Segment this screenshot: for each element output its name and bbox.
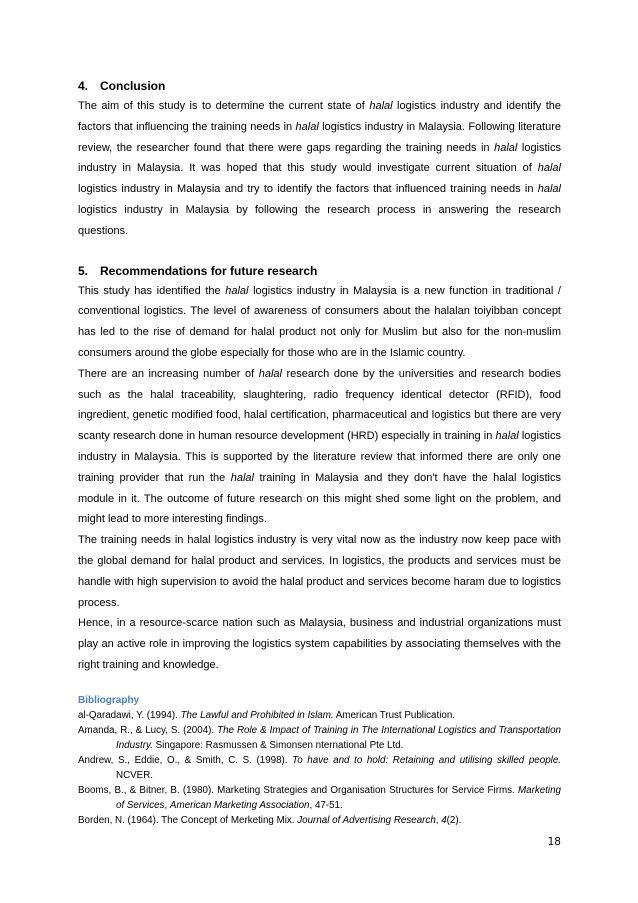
bibliography-entry bbox=[78, 783, 561, 813]
text-run: Amanda, R., & Lucy, S. (2004). bbox=[78, 724, 218, 736]
text-run: research done by the universities and research bodies such as the halal traceability, slaughtering, radio frequency identical detector (RFID), food ingredient, genetic modified food, halal certification, pharmaceutical and logistics but there are very scanty research done in human resource development (HRD) especially in training in bbox=[78, 367, 561, 443]
text-run: logistics industry in Malaysia and try to identify the factors that influenced training needs in bbox=[78, 183, 538, 196]
conclusion-paragraph bbox=[78, 96, 561, 242]
text-run: logistics industry in Malaysia. It was hoped that this study would investigate current situation of bbox=[78, 141, 562, 175]
recommendations-paragraph bbox=[78, 281, 561, 364]
bibliography-entry bbox=[78, 708, 561, 723]
section-title: Conclusion bbox=[100, 79, 166, 93]
recommendations-paragraph bbox=[78, 530, 561, 613]
italic-text: American Marketing Association bbox=[169, 799, 310, 811]
text-run: al-Qaradawi, Y. (1994). bbox=[78, 709, 181, 721]
text-run: Andrew, S., Eddie, O., & Smith, C. S. (1998). bbox=[78, 754, 293, 766]
text-run: logistics industry in Malaysia. Following literature review, the researcher found that there were gaps regarding the training needs in bbox=[78, 120, 561, 154]
text-run: , bbox=[435, 814, 442, 826]
bibliography-title: Bibliography bbox=[78, 694, 140, 706]
italic-text: halal bbox=[295, 120, 319, 133]
page-number: 18 bbox=[547, 836, 561, 848]
italic-text: 4 bbox=[441, 814, 447, 826]
text-run: The training needs in halal logistics industry is very vital now as the industry now keep pace with the global demand for halal product and services. In logistics, the products and services must be handle with high supervision to avoid the halal product and services become haram due to logistics process. bbox=[78, 534, 561, 609]
text-run: NCVER. bbox=[116, 769, 154, 781]
text-run: American Trust Publication. bbox=[333, 709, 456, 721]
italic-text: halal bbox=[230, 471, 254, 484]
section-number: 5. bbox=[78, 263, 89, 278]
text-run: Booms, B., & Bitner, B. (1980). Marketing Strategies and Organisation Structures for Service Firms. bbox=[78, 784, 518, 796]
text-run: logistics industry in Malaysia. This is supported by the literature review that informed there are only one training provider that run the bbox=[78, 430, 561, 484]
text-run: The aim of this study is to determine the current state of bbox=[78, 100, 370, 112]
section-heading bbox=[78, 261, 561, 281]
italic-text: Marketing of Services bbox=[116, 784, 561, 811]
italic-text: halal bbox=[369, 100, 393, 112]
recommendations-paragraph bbox=[78, 613, 561, 675]
text-run: logistics industry and identify the factors that influencing the training needs in bbox=[78, 100, 561, 133]
section-title: Recommendations for future research bbox=[100, 263, 318, 278]
bibliography bbox=[78, 694, 561, 828]
section-number: 4. bbox=[78, 79, 89, 93]
italic-text: halal bbox=[258, 367, 282, 380]
italic-text: The Lawful and Prohibited in Islam. bbox=[180, 709, 334, 721]
text-run: , bbox=[164, 799, 170, 811]
italic-text: Journal of Advertising Research bbox=[297, 814, 436, 826]
page-content bbox=[78, 76, 561, 828]
bibliography-entry bbox=[78, 813, 561, 828]
text-run: training in Malaysia and they don't have the halal logistics module in it. The outcome of future research on this might shed some light on the problem, and might lead to more interesting findings. bbox=[78, 471, 561, 526]
text-run: logistics industry in Malaysia by following the research process in answering the research questions. bbox=[78, 203, 561, 237]
italic-text: halal bbox=[537, 162, 561, 175]
text-run: (2). bbox=[446, 814, 462, 826]
text-run: This study has identified the bbox=[78, 284, 226, 297]
text-run: Borden, N. (1964). The Concept of Merketing Mix. bbox=[78, 814, 298, 826]
italic-text: halal bbox=[225, 284, 249, 297]
text-run: Singapore: Rasmussen & Simonsen nternational Pte Ltd. bbox=[152, 739, 404, 751]
recommendations-paragraph bbox=[78, 364, 561, 530]
section-conclusion bbox=[78, 76, 561, 242]
bibliography-entry bbox=[78, 723, 561, 753]
text-run: logistics industry in Malaysia is a new function in traditional / conventional logistics. The level of awareness of consumers about the halalan toiyibban concept has led to the rise of demand for halal product not only for Muslim but also for the non-muslim consumers around the globe especially for those who are in the Islamic country. bbox=[78, 284, 561, 359]
text-run: , 47-51. bbox=[309, 799, 343, 811]
text-run: Hence, in a resource-scarce nation such as Malaysia, business and industrial organizations must play an active role in improving the logistics system capabilities by associating themselves with the right training and knowledge. bbox=[78, 617, 561, 671]
section-recommendations bbox=[78, 261, 561, 676]
italic-text: To have and to hold: Retaining and utilising skilled people. bbox=[292, 754, 561, 766]
italic-text: halal bbox=[494, 141, 518, 154]
bibliography-entry bbox=[78, 753, 561, 783]
text-run: There are an increasing number of bbox=[78, 367, 259, 380]
italic-text: The Role & Impact of Training in The International Logistics and Transportation Industry. bbox=[116, 724, 561, 751]
italic-text: halal bbox=[495, 430, 519, 443]
italic-text: halal bbox=[537, 183, 561, 196]
section-heading bbox=[78, 76, 561, 96]
